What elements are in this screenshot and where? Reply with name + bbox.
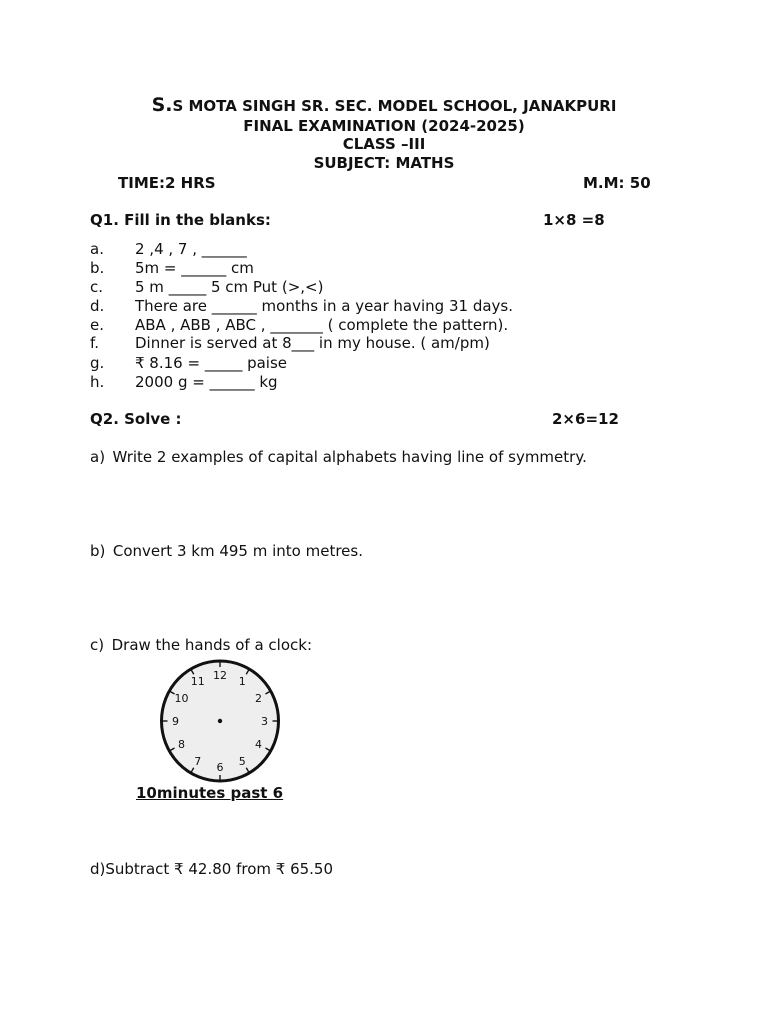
- q1-item-letter: f.: [90, 334, 99, 352]
- clock-number: 12: [213, 669, 227, 682]
- q1-item-text: ₹ 8.16 = _____ paise: [135, 354, 288, 372]
- exam-title: FINAL EXAMINATION (2024-2025): [243, 117, 525, 135]
- q1-marks: 1×8 =8: [543, 211, 605, 229]
- clock-number: 1: [238, 675, 246, 689]
- q1-title: Q1. Fill in the blanks:: [90, 211, 271, 229]
- clock-face[interactable]: [158, 657, 283, 785]
- q1-item-text: 5 m _____ 5 cm Put (>,<): [135, 278, 324, 296]
- clock-number: 5: [238, 754, 246, 768]
- time-label: TIME:2 HRS: [118, 174, 216, 192]
- clock-number: 3: [261, 715, 268, 728]
- clock-svg: [158, 657, 283, 785]
- clock-number: 4: [255, 738, 263, 751]
- q1-item-text: There are ______ months in a year having 31 days.: [135, 297, 513, 315]
- q1-item-text: 5m = ______ cm: [135, 259, 254, 277]
- max-marks-label: M.M: 50: [583, 174, 651, 192]
- q1-item-letter: g.: [90, 354, 105, 372]
- q1-item-text: ABA , ABB , ABC , _______ ( complete the pattern).: [135, 316, 509, 334]
- q2-part-b: b) Convert 3 km 495 m into metres.: [90, 542, 363, 560]
- class-label: CLASS –III: [342, 135, 426, 153]
- clock-number: 9: [172, 715, 179, 728]
- school-name: S.S MOTA SINGH SR. SEC. MODEL SCHOOL, JANAKPURI: [151, 94, 617, 116]
- q2-part-c: c) Draw the hands of a clock:: [90, 636, 313, 654]
- q1-item-letter: b.: [90, 259, 105, 277]
- q1-item-text: Dinner is served at 8___ in my house. ( am/pm): [135, 334, 490, 352]
- clock-number: 8: [177, 738, 185, 751]
- clock-number: 11: [190, 675, 205, 689]
- q1-item-letter: e.: [90, 316, 104, 334]
- q1-item-text: 2 ,4 , 7 , ______: [135, 240, 247, 258]
- q2-marks: 2×6=12: [552, 410, 619, 428]
- q2-part-a: a) Write 2 examples of capital alphabets having line of symmetry.: [90, 448, 587, 466]
- clock-number: 10: [174, 692, 189, 705]
- q2-part-d: d)Subtract ₹ 42.80 from ₹ 65.50: [90, 860, 334, 878]
- clock-number: 6: [216, 761, 224, 774]
- clock-center-dot: [218, 719, 222, 723]
- q2-title: Q2. Solve :: [90, 410, 182, 428]
- q1-item-letter: h.: [90, 373, 105, 391]
- clock-number: 2: [255, 692, 263, 705]
- q1-item-letter: d.: [90, 297, 105, 315]
- clock-caption: 10minutes past 6: [136, 784, 284, 802]
- q1-item-letter: c.: [90, 278, 104, 296]
- clock-number: 7: [194, 754, 202, 768]
- subject-label: SUBJECT: MATHS: [313, 154, 455, 172]
- q1-item-letter: a.: [90, 240, 104, 258]
- q1-item-text: 2000 g = ______ kg: [135, 373, 278, 391]
